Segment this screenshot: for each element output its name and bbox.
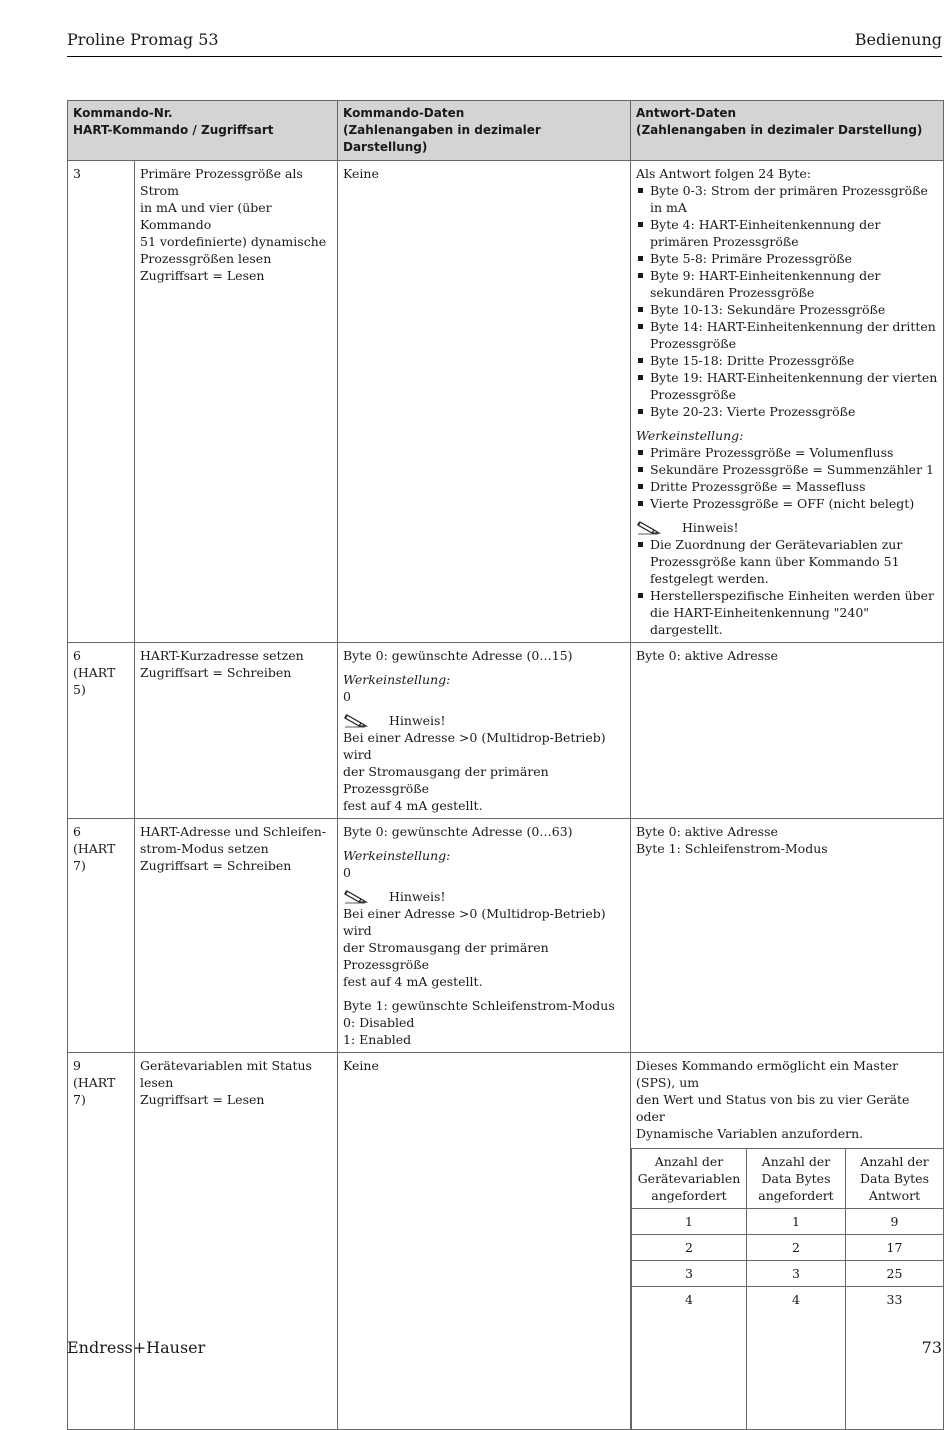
text-line: Zugriffsart = Lesen — [140, 268, 265, 283]
answer-data — [631, 819, 944, 1053]
pencil-note-icon — [636, 518, 662, 536]
text-line: Anzahl der — [860, 1154, 929, 1169]
sub-table-row — [632, 1209, 944, 1235]
text-line: 6 — [73, 824, 81, 839]
page-number: 73 — [921, 1338, 942, 1357]
text-line: Anzahl der — [761, 1154, 831, 1169]
text-line: (HART 5) — [73, 665, 116, 697]
header-cell-answer-data — [631, 101, 944, 161]
text-line: Prozessgrößen lesen — [140, 251, 272, 266]
sub-cell: 33 — [846, 1287, 944, 1430]
list-item: Dritte Prozessgröße = Massefluss — [636, 478, 939, 495]
sub-cell: 1 — [747, 1209, 846, 1235]
sub-cell: 17 — [846, 1235, 944, 1261]
list-item: Herstellerspezifische Einheiten werden über die HART-Einheitenkennung "240" dargestellt. — [636, 587, 939, 638]
command-data — [338, 161, 631, 643]
text-line: Data Bytes — [859, 1171, 929, 1186]
note-list — [636, 536, 939, 638]
text-line: Byte 1: Schleifenstrom-Modus — [636, 841, 828, 856]
list-item: Sekundäre Prozessgröße = Summenzähler 1 — [636, 461, 939, 478]
text-line: angefordert — [758, 1188, 834, 1203]
list-item: Byte 9: HART-Einheitenkennung der sekundären Prozessgröße — [636, 267, 939, 301]
text-line: strom-Modus setzen — [140, 841, 269, 856]
text-line: 6 — [73, 648, 81, 663]
note-heading — [343, 887, 626, 905]
factory-setting-value: 0 — [343, 689, 351, 704]
sub-cell: 2 — [632, 1235, 747, 1261]
text-line: Dieses Kommando ermöglicht ein Master (SPS), um — [636, 1058, 899, 1090]
text-line: 9 — [73, 1058, 81, 1073]
sub-header-cell — [846, 1149, 944, 1209]
table-row — [68, 819, 944, 1053]
command-number — [68, 643, 135, 819]
header-section: Bedienung — [854, 30, 942, 49]
sub-table-header — [632, 1149, 944, 1209]
note-heading — [636, 518, 939, 536]
text-line: Byte 0: aktive Adresse — [636, 824, 778, 839]
sub-cell: 3 — [632, 1261, 747, 1287]
text-line: (HART 7) — [73, 841, 116, 873]
text-line: Byte 1: gewünschte Schleifenstrom-Modus — [343, 998, 615, 1013]
list-item: Byte 15-18: Dritte Prozessgröße — [636, 352, 939, 369]
command-description — [135, 1053, 338, 1430]
sub-cell: 25 — [846, 1261, 944, 1287]
command-description — [135, 161, 338, 643]
command-number — [68, 819, 135, 1053]
sub-cell: 3 — [747, 1261, 846, 1287]
text-line: fest auf 4 mA gestellt. — [343, 798, 483, 813]
sub-cell: 4 — [632, 1287, 747, 1430]
text-line: Byte 0: gewünschte Adresse (0…15) — [343, 648, 573, 663]
text-line: Keine — [343, 1058, 379, 1073]
list-item: Byte 4: HART-Einheitenkennung der primären Prozessgröße — [636, 216, 939, 250]
sub-table-row — [632, 1261, 944, 1287]
sub-cell: 1 — [632, 1209, 747, 1235]
text-line: 1: Enabled — [343, 1032, 412, 1047]
text-line: Als Antwort folgen 24 Byte: — [636, 166, 812, 181]
text-line: Antwort — [868, 1188, 921, 1203]
sub-header-cell — [632, 1149, 747, 1209]
text-line: Data Bytes — [761, 1171, 831, 1186]
text-line: Byte 0: gewünschte Adresse (0…63) — [343, 824, 573, 839]
hart-command-table — [67, 100, 944, 1430]
sub-header-cell — [747, 1149, 846, 1209]
header-text: (Zahlenangaben in dezimaler Darstellung) — [636, 123, 923, 137]
list-item: Byte 14: HART-Einheitenkennung der dritten Prozessgröße — [636, 318, 939, 352]
text-line: Bei einer Adresse >0 (Multidrop-Betrieb) wird — [343, 730, 606, 762]
text-line: den Wert und Status von bis zu vier Geräte oder — [636, 1092, 910, 1124]
answer-data — [631, 161, 944, 643]
pencil-note-icon — [343, 887, 369, 905]
list-item: Primäre Prozessgröße = Volumenfluss — [636, 444, 939, 461]
text-line: Gerätevariablen — [637, 1171, 741, 1186]
factory-setting-label: Werkeinstellung: — [636, 428, 744, 443]
sub-cell: 2 — [747, 1235, 846, 1261]
list-item: Byte 20-23: Vierte Prozessgröße — [636, 403, 939, 420]
header-cell-command — [68, 101, 338, 161]
list-item: Byte 5-8: Primäre Prozessgröße — [636, 250, 939, 267]
text-line: Dynamische Variablen anzufordern. — [636, 1126, 864, 1141]
text-line: angefordert — [651, 1188, 727, 1203]
text-line: Primäre Prozessgröße als Strom — [140, 166, 303, 198]
text-line: Byte 0: aktive Adresse — [636, 648, 778, 663]
command-number-text: 3 — [73, 166, 81, 181]
text-line: Zugriffsart = Schreiben — [140, 665, 292, 680]
header-text: Kommando-Daten — [343, 106, 465, 120]
pencil-note-icon — [343, 711, 369, 729]
note-label: Hinweis! — [682, 519, 739, 535]
text-line: 0: Disabled — [343, 1015, 415, 1030]
sub-table-row — [632, 1287, 944, 1430]
header-cell-command-data — [338, 101, 631, 161]
text-line: Bei einer Adresse >0 (Multidrop-Betrieb) wird — [343, 906, 606, 938]
command-description — [135, 819, 338, 1053]
bytes-count-table — [631, 1148, 944, 1430]
note-label: Hinweis! — [389, 888, 446, 904]
header-text: Kommando-Nr. — [73, 106, 173, 120]
text-line: Zugriffsart = Schreiben — [140, 858, 292, 873]
table-header-row — [68, 101, 944, 161]
command-number — [68, 1053, 135, 1430]
text-line: Zugriffsart = Lesen — [140, 1092, 265, 1107]
footer-brand: Endress+Hauser — [67, 1338, 206, 1357]
text-line: HART-Kurzadresse setzen — [140, 648, 304, 663]
command-data — [338, 819, 631, 1053]
text-line: fest auf 4 mA gestellt. — [343, 974, 483, 989]
table-row — [68, 643, 944, 819]
list-item: Byte 10-13: Sekundäre Prozessgröße — [636, 301, 939, 318]
factory-setting-list — [636, 444, 939, 512]
sub-table-row — [632, 1235, 944, 1261]
command-number — [68, 161, 135, 643]
command-data — [338, 1053, 631, 1430]
list-item: Byte 19: HART-Einheitenkennung der vierten Prozessgröße — [636, 369, 939, 403]
text-line: Gerätevariablen mit Status lesen — [140, 1058, 312, 1090]
text-line: in mA und vier (über Kommando — [140, 200, 272, 232]
text-line: der Stromausgang der primären Prozessgröße — [343, 764, 549, 796]
factory-setting-label: Werkeinstellung: — [343, 848, 451, 863]
text-line: 51 vordefinierte) dynamische — [140, 234, 327, 249]
table-row — [68, 161, 944, 643]
factory-setting-value: 0 — [343, 865, 351, 880]
factory-setting-label: Werkeinstellung: — [343, 672, 451, 687]
text-line: der Stromausgang der primären Prozessgröße — [343, 940, 549, 972]
list-item: Byte 0-3: Strom der primären Prozessgröße in mA — [636, 182, 939, 216]
text-line: HART-Adresse und Schleifen- — [140, 824, 327, 839]
note-heading — [343, 711, 626, 729]
list-item: Die Zuordnung der Gerätevariablen zur Prozessgröße kann über Kommando 51 festgelegt werden. — [636, 536, 939, 587]
header-text: HART-Kommando / Zugriffsart — [73, 123, 274, 137]
note-label: Hinweis! — [389, 712, 446, 728]
sub-cell: 4 — [747, 1287, 846, 1430]
header-rule — [67, 56, 942, 57]
list-item: Vierte Prozessgröße = OFF (nicht belegt) — [636, 495, 939, 512]
answer-data — [631, 643, 944, 819]
command-data — [338, 643, 631, 819]
header-text: (Zahlenangaben in dezimaler Darstellung) — [343, 123, 541, 154]
text-line: Anzahl der — [654, 1154, 724, 1169]
header-title: Proline Promag 53 — [67, 30, 219, 49]
text-line: (HART 7) — [73, 1075, 116, 1107]
answer-byte-list — [636, 182, 939, 420]
command-description — [135, 643, 338, 819]
text-line: Keine — [343, 166, 379, 181]
answer-data — [631, 1053, 944, 1430]
table-row — [68, 1053, 944, 1430]
sub-cell: 9 — [846, 1209, 944, 1235]
header-text: Antwort-Daten — [636, 106, 737, 120]
